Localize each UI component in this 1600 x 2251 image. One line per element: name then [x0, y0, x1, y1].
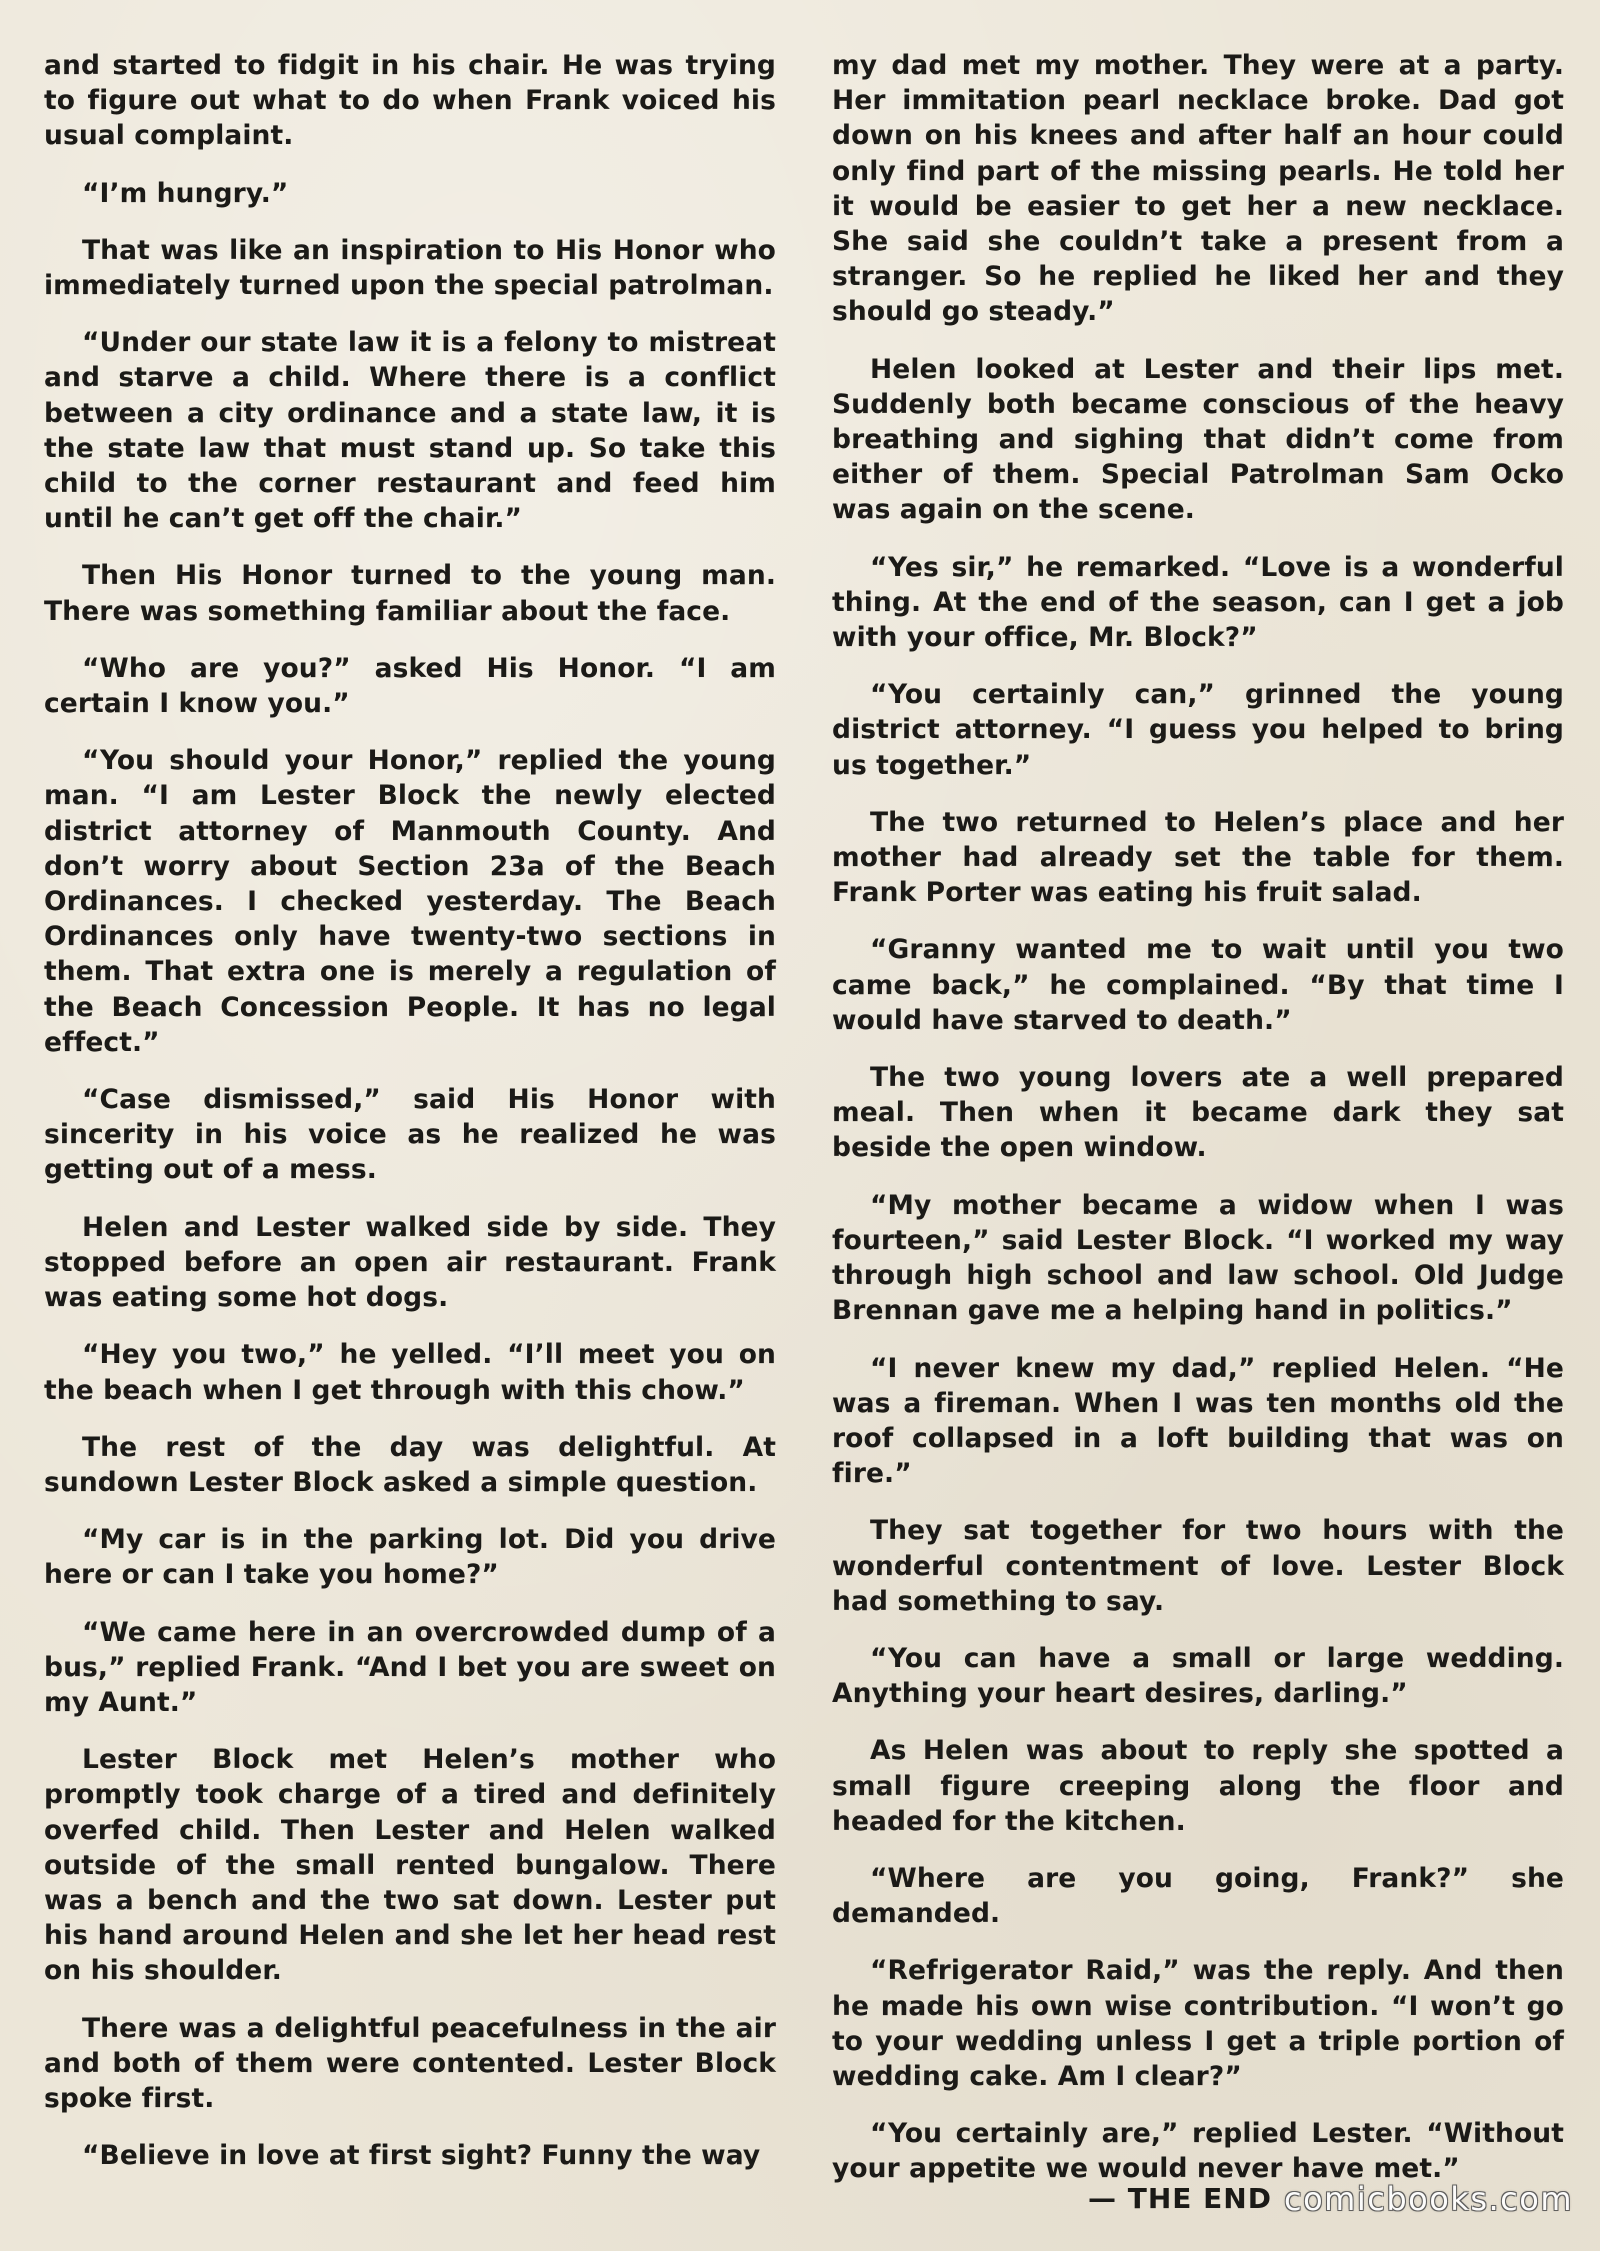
paragraph: “Granny wanted me to wait until you two came back,” he complained. “By that time I would have starved to death.”	[832, 934, 1564, 1036]
paragraph: “You certainly can,” grinned the young district attorney. “I guess you helped to bring us together.”	[832, 679, 1564, 781]
watermark: comicbooks.com	[1284, 2180, 1574, 2218]
paragraph: Then His Honor turned to the young man. There was something familiar about the face.	[44, 560, 776, 627]
paragraph: The two young lovers ate a well prepared meal. Then when it became dark they sat beside the open window.	[832, 1062, 1564, 1164]
paragraph: “You should your Honor,” replied the young man. “I am Lester Block the newly elected district attorney of Manmouth County. And don’t worry about Section 23a of the Beach Ordinances. I checked yesterday. The Beach Ordinances only have twenty-two sections in them. That extra one is merely a regulation of the Beach Concession People. It has no legal effect.”	[44, 745, 776, 1058]
paragraph: my dad met my mother. They were at a party. Her immitation pearl necklace broke. Dad got down on his knees and after half an hour could only find part of the missing pearls. He told her it would be easier to get her a new necklace. She said she couldn’t take a present from a stranger. So he replied he liked her and they should go steady.”	[832, 50, 1564, 328]
paragraph: Helen looked at Lester and their lips met. Suddenly both became conscious of the heavy breathing and sighing that didn’t come from either of them. Special Patrolman Sam Ocko was again on the scene.	[832, 353, 1564, 526]
paragraph: The two returned to Helen’s place and her mother had already set the table for them. Frank Porter was eating his fruit salad.	[832, 806, 1564, 909]
paragraph: “Case dismissed,” said His Honor with sincerity in his voice as he realized he was getting out of a mess.	[44, 1084, 776, 1186]
paragraph: “My car is in the parking lot. Did you drive here or can I take you home?”	[44, 1524, 776, 1591]
paragraph: “My mother became a widow when I was fourteen,” said Lester Block. “I worked my way through high school and law school. Old Judge Brennan gave me a helping hand in politics.”	[832, 1189, 1564, 1327]
paragraph: They sat together for two hours with the wonderful contentment of love. Lester Block had something to say.	[832, 1515, 1564, 1617]
paragraph: “Who are you?” asked His Honor. “I am certain I know you.”	[44, 652, 776, 720]
paragraph: “We came here in an overcrowded dump of a bus,” replied Frank. “And I bet you are sweet on my Aunt.”	[44, 1616, 776, 1718]
right-text-column	[832, 48, 1564, 2209]
paragraph: Lester Block met Helen’s mother who promptly took charge of a tired and definitely overfed child. Then Lester and Helen walked outside of the small rented bungalow. There was a bench and the two sat down. Lester put his hand around Helen and she let her head rest on his shoulder.	[44, 1744, 776, 1987]
paragraph: “Under our state law it is a felony to mistreat and starve a child. Where there is a conflict between a city ordinance and a state law, it is the state law that must stand up. So take this child to the corner restaurant and feed him until he can’t get off the chair.”	[44, 327, 776, 535]
paragraph: and started to fidgit in his chair. He was trying to figure out what to do when Frank voiced his usual complaint.	[44, 50, 776, 152]
paragraph: “Hey you two,” he yelled. “I’ll meet you on the beach when I get through with this chow.”	[44, 1339, 776, 1406]
paragraph: The rest of the day was delightful. At sundown Lester Block asked a simple question.	[44, 1431, 776, 1498]
paragraph: “You can have a small or large wedding. Anything your heart desires, darling.”	[832, 1642, 1564, 1710]
paragraph: “Where are you going, Frank?” she demanded.	[832, 1862, 1564, 1930]
paragraph: “Believe in love at first sight? Funny the way	[82, 2140, 761, 2172]
left-text-column	[44, 48, 776, 2195]
paragraph: “Yes sir,” he remarked. “Love is a wonderful thing. At the end of the season, can I get a job with your office, Mr. Block?”	[832, 551, 1564, 654]
the-end-label: — THE END	[1088, 2182, 1272, 2215]
paragraph: “You certainly are,” replied Lester. “Without your appetite we would never have met.”	[832, 2118, 1564, 2185]
paragraph: “Refrigerator Raid,” was the reply. And then he made his own wise contribution. “I won’t go to your wedding unless I get a triple portion of wedding cake. Am I clear?”	[832, 1955, 1564, 2092]
paragraph: “I’m hungry.”	[82, 177, 289, 209]
paragraph: There was a delightful peacefulness in the air and both of them were contented. Lester Block spoke first.	[44, 2012, 776, 2114]
paragraph: As Helen was about to reply she spotted a small figure creeping along the floor and headed for the kitchen.	[832, 1735, 1564, 1837]
paragraph: Helen and Lester walked side by side. They stopped before an open air restaurant. Frank was eating some hot dogs.	[44, 1211, 776, 1314]
paragraph: That was like an inspiration to His Honor who immediately turned upon the special patrolman.	[44, 234, 776, 302]
paragraph: “I never knew my dad,” replied Helen. “He was a fireman. When I was ten months old the roof collapsed in a loft building that was on fire.”	[832, 1352, 1564, 1490]
